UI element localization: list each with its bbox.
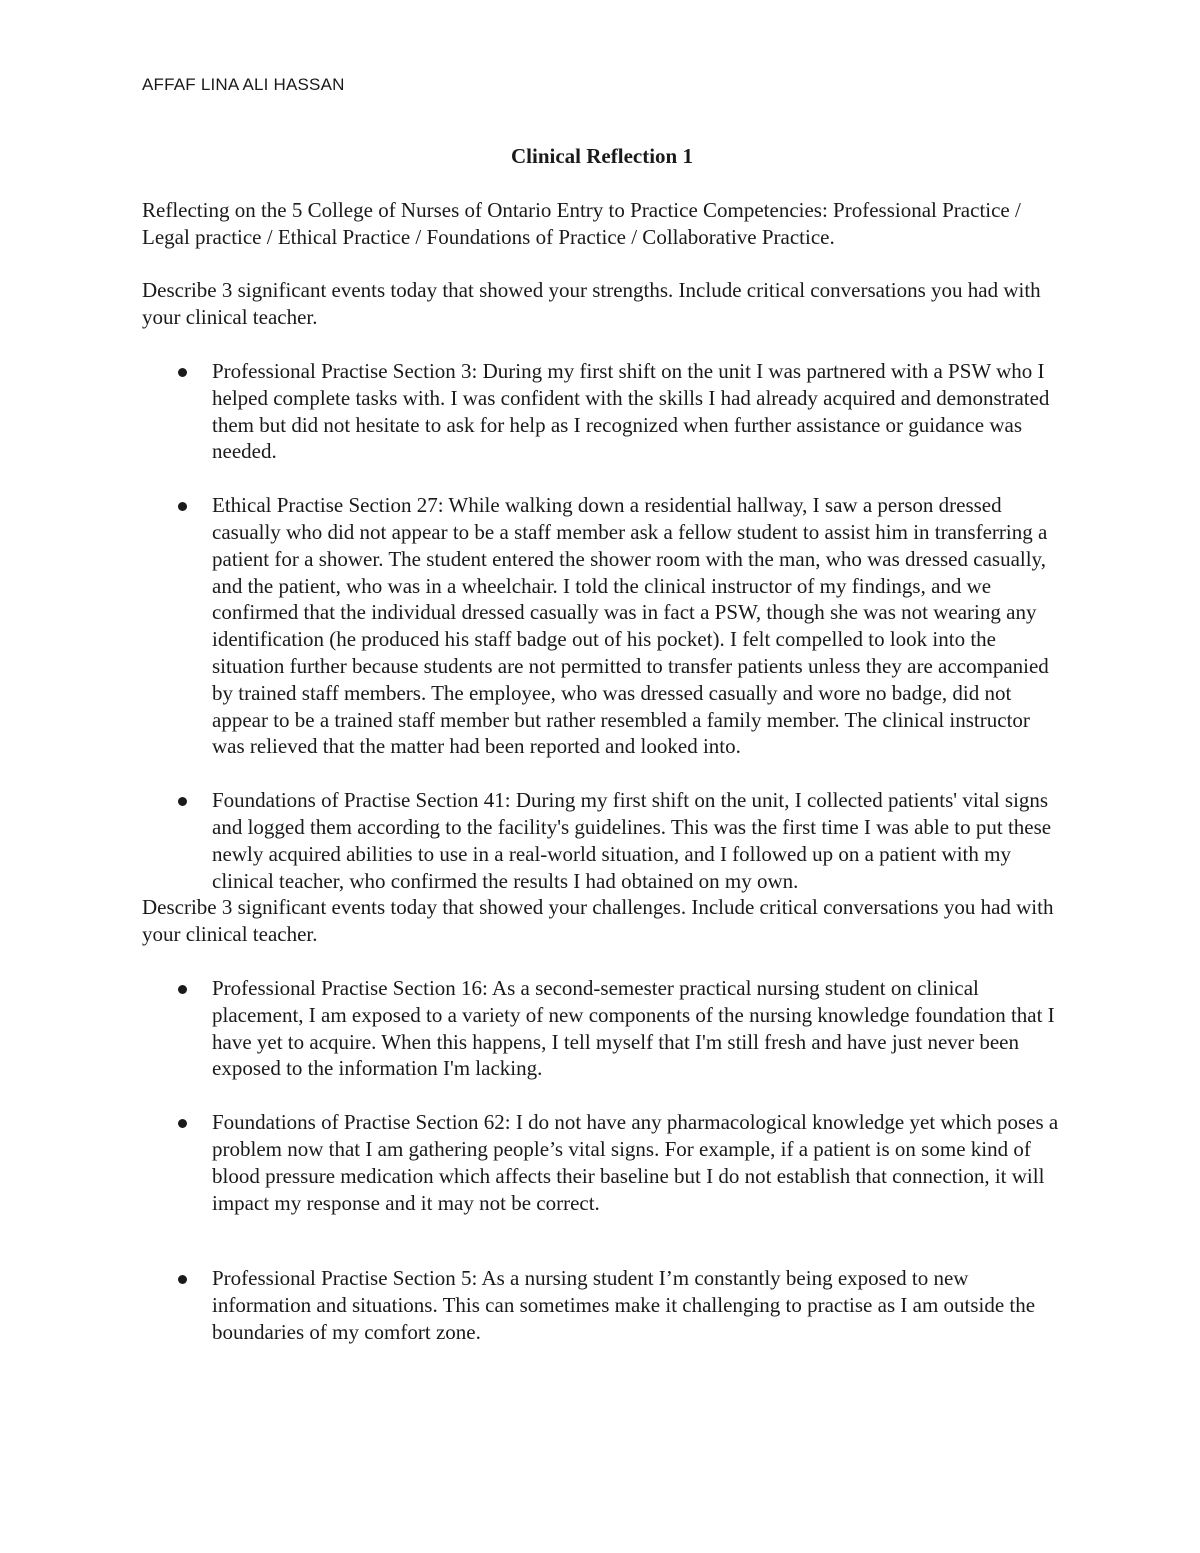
bullet-icon — [178, 1275, 187, 1284]
challenge-item-text: Professional Practise Section 5: As a nursing student I’m constantly being exposed to new information and situations. This can sometimes make it challenging to practise as I am outside the boundaries of my comfort zone. — [212, 1266, 1036, 1344]
challenge-item-text: Professional Practise Section 16: As a second-semester practical nursing student on clinical placement, I am exposed to a variety of new components of the nursing knowledge foundation that I have yet to acquire. When this happens, I tell myself that I'm still fresh and have just never been exposed to the information I'm lacking. — [212, 975, 1055, 1081]
intro-paragraph: Reflecting on the 5 College of Nurses of Ontario Entry to Practice Competencies: Professional Practice / Legal practice / Ethical Practice / Foundations of Practice / Collaborative Practice. — [142, 197, 1021, 249]
strength-item-text: Professional Practise Section 3: During my first shift on the unit I was partnered with a PSW who I helped complete tasks with. I was confident with the skills I had already acquired and demonstrated them but did not hesitate to ask for help as I recognized when further assistance or guidance was needed. — [212, 358, 1050, 464]
strengths-prompt: Describe 3 significant events today that showed your strengths. Include critical conversations you had with your clinical teacher. — [142, 278, 1041, 330]
bullet-icon — [178, 368, 187, 377]
strengths-list — [142, 358, 1062, 894]
list-item — [142, 787, 1062, 894]
bullet-icon — [178, 502, 187, 511]
challenges-prompt: Describe 3 significant events today that showed your challenges. Include critical conversations you had with your clinical teacher. — [142, 895, 1054, 947]
page-title: Clinical Reflection 1 — [511, 144, 693, 168]
list-item — [142, 1109, 1062, 1216]
bullet-icon — [178, 797, 187, 806]
bullet-icon — [178, 985, 187, 994]
list-item — [142, 358, 1062, 465]
bullet-icon — [178, 1119, 187, 1128]
challenge-item-text: Foundations of Practise Section 62: I do not have any pharmacological knowledge yet which poses a problem now that I am gathering people’s vital signs. For example, if a patient is on some kind of blood pressure medication which affects their baseline but I do not establish that connection, it will impact my response and it may not be correct. — [212, 1110, 1059, 1215]
list-item — [142, 492, 1062, 760]
challenges-list — [142, 975, 1062, 1346]
strength-item-text: Ethical Practise Section 27: While walking down a residential hallway, I saw a person dressed casually who did not appear to be a staff member ask a fellow student to assist him in transferring a patient for a shower. The student entered the shower room with the man, who was dressed casually, and the patient, who was in a wheelchair. I told the clinical instructor of my findings, and we confirmed that the individual dressed casually was in fact a PSW, though she was not wearing any identification (he produced his staff badge out of his pocket). I felt compelled to look into the situation further because students are not permitted to transfer patients unless they are accompanied by trained staff members. The employee, who was dressed casually and wore no badge, did not appear to be a trained staff member but rather resembled a family member. The clinical instructor was relieved that the matter had been reported and looked into. — [212, 493, 1049, 759]
list-item — [142, 1265, 1062, 1345]
list-item — [142, 975, 1062, 1082]
author-name: AFFAF LINA ALI HASSAN — [142, 75, 345, 94]
document-body — [142, 143, 1062, 1373]
strength-item-text: Foundations of Practise Section 41: During my first shift on the unit, I collected patients' vital signs and logged them according to the facility's guidelines. This was the first time I was able to put these newly acquired abilities to use in a real-world situation, and I followed up on a patient with my clinical teacher, who confirmed the results I had obtained on my own. — [212, 788, 1052, 893]
